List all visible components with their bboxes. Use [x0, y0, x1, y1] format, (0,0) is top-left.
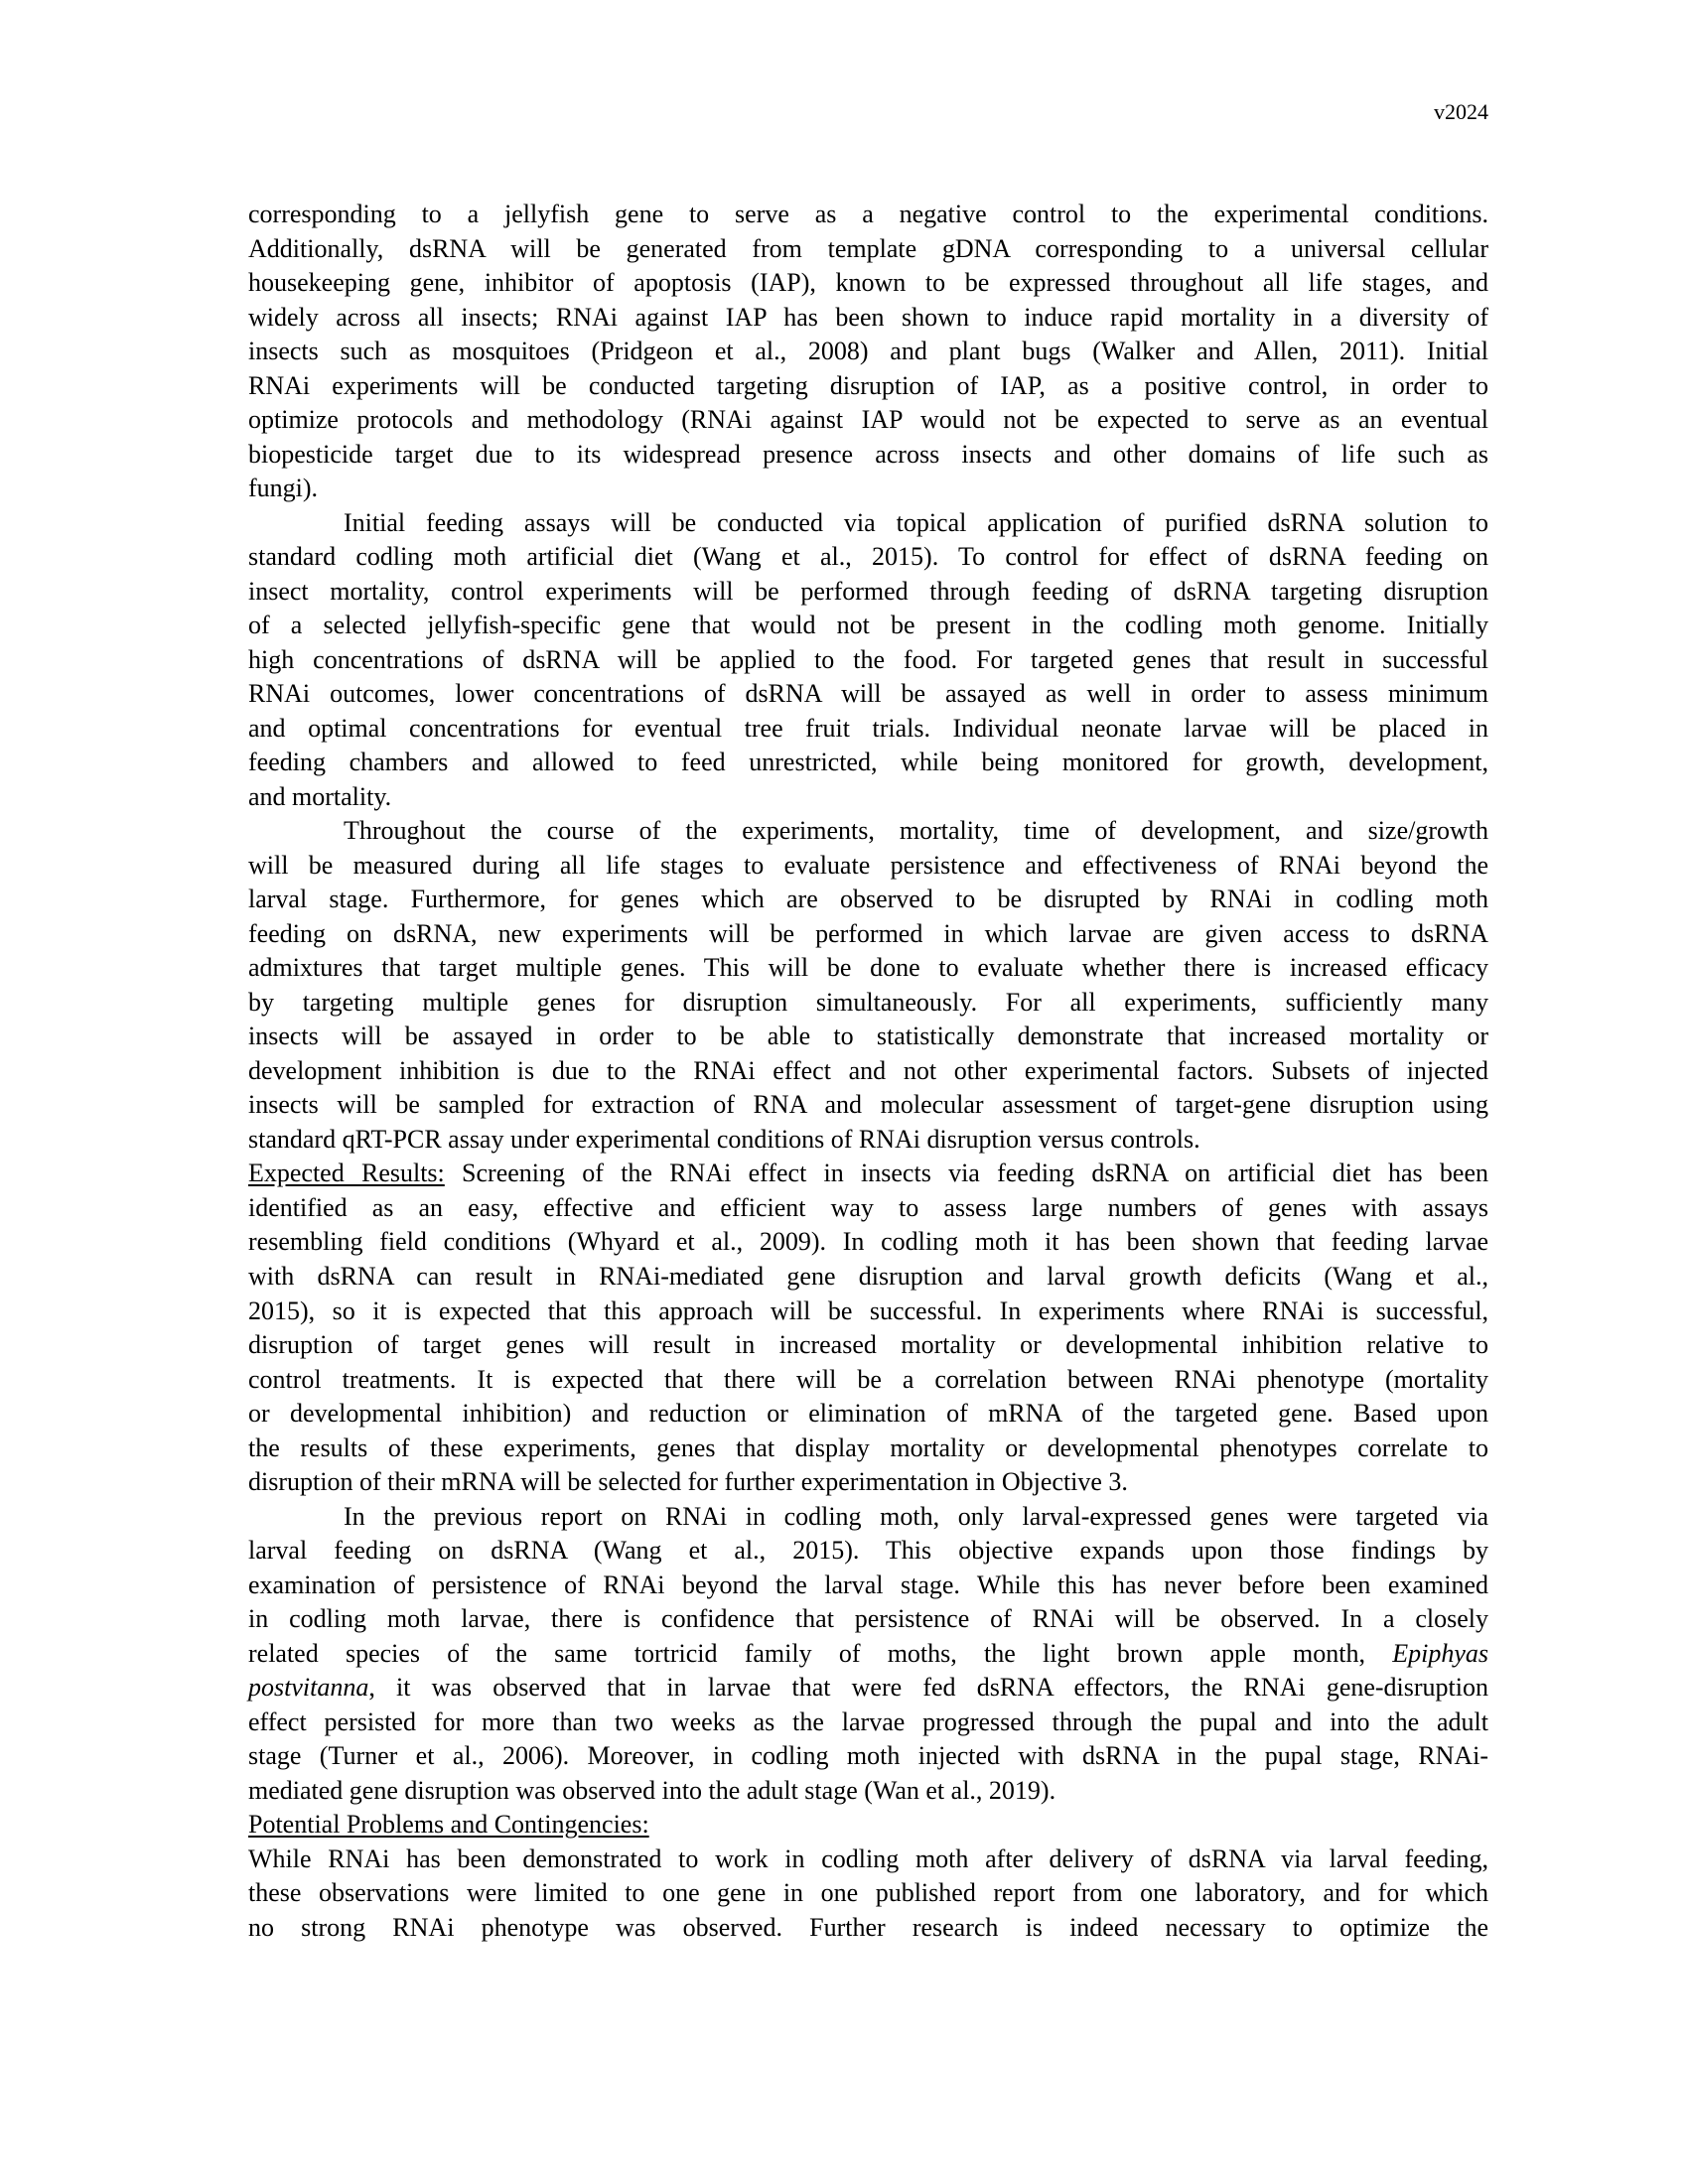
text-line: standard codling moth artificial diet (Wang et al., 2015). To control for effect of dsRNA feeding on — [248, 542, 1488, 572]
text-line: or developmental inhibition) and reduction or elimination of mRNA of the targeted gene. Based upon — [248, 1399, 1488, 1429]
text-line: mediated gene disruption was observed into the adult stage (Wan et al., 2019). — [248, 1775, 1056, 1805]
paragraph-negative-positive-controls — [248, 198, 1488, 506]
text-line: in codling moth larvae, there is confidence that persistence of RNAi will be observed. In a closely — [248, 1604, 1488, 1634]
text-line: these observations were limited to one gene in one published report from one laboratory, and for which — [248, 1878, 1488, 1908]
text-line: standard qRT-PCR assay under experimental conditions of RNAi disruption versus controls. — [248, 1124, 1200, 1154]
text-line: larval feeding on dsRNA (Wang et al., 2015). This objective expands upon those findings by — [248, 1536, 1488, 1566]
paragraph-measurements — [248, 814, 1488, 1157]
paragraph-feeding-assays — [248, 506, 1488, 815]
paragraph-contingencies — [248, 1843, 1488, 1946]
text-line: widely across all insects; RNAi against IAP has been shown to induce rapid mortality in a diversity of — [248, 302, 1488, 332]
text-line: insects such as mosquitoes (Pridgeon et al., 2008) and plant bugs (Walker and Allen, 2011). Initial — [248, 337, 1488, 366]
text-line: identified as an easy, effective and efficient way to assess large numbers of genes with assays — [248, 1192, 1488, 1222]
text-line: with dsRNA can result in RNAi-mediated gene disruption and larval growth deficits (Wang et al., — [248, 1261, 1488, 1291]
body-text — [248, 198, 1488, 1945]
paragraph-persistence — [248, 1500, 1488, 1809]
text-line: RNAi outcomes, lower concentrations of dsRNA will be assayed as well in order to assess minimum — [248, 679, 1488, 709]
text-line: corresponding to a jellyfish gene to serve as a negative control to the experimental conditions. — [248, 200, 1488, 228]
text-line: resembling field conditions (Whyard et al., 2009). In codling moth it has been shown that feeding larvae — [248, 1227, 1488, 1257]
text-line: and optimal concentrations for eventual tree fruit trials. Individual neonate larvae will be placed in — [248, 713, 1488, 743]
text-line: biopesticide target due to its widespread presence across insects and other domains of life such as — [248, 439, 1488, 469]
text-line — [248, 1671, 1488, 1706]
text-line: examination of persistence of RNAi beyond the larval stage. While this has never before been examined — [248, 1570, 1488, 1599]
text-line: feeding chambers and allowed to feed unrestricted, while being monitored for growth, development, — [248, 748, 1488, 777]
text-line: insects will be assayed in order to be able to statistically demonstrate that increased mortality or — [248, 1022, 1488, 1051]
text-line: control treatments. It is expected that there will be a correlation between RNAi phenotype (mortality — [248, 1364, 1488, 1394]
text-line: and mortality. — [248, 781, 392, 811]
text-run: Screening of the RNAi effect in insects via feeding dsRNA on artificial diet has been — [444, 1159, 1488, 1188]
text-line: effect persisted for more than two weeks as the larvae progressed through the pupal and into the adult — [248, 1706, 1488, 1736]
text-line: RNAi experiments will be conducted targeting disruption of IAP, as a positive control, in order to — [248, 370, 1488, 400]
text-line — [248, 1637, 1488, 1672]
text-line: housekeeping gene, inhibitor of apoptosis (IAP), known to be expressed throughout all life stages, and — [248, 268, 1488, 298]
text-line: insect mortality, control experiments will be performed through feeding of dsRNA targeting disruption — [248, 576, 1488, 606]
text-line: the results of these experiments, genes that display mortality or developmental phenotypes correlate to — [248, 1433, 1488, 1462]
text-line: fungi). — [248, 474, 319, 503]
text-run: , it was observed that in larvae that were fed dsRNA effectors, the RNAi gene-disruption — [368, 1673, 1488, 1703]
text-line: of a selected jellyfish-specific gene that would not be present in the codling moth genome. Initially — [248, 611, 1488, 640]
text-line: While RNAi has been demonstrated to work in codling moth after delivery of dsRNA via larval feeding, — [248, 1843, 1488, 1873]
version-label: v2024 — [1434, 99, 1488, 124]
section-heading-potential-problems: Potential Problems and Contingencies: — [248, 1810, 649, 1840]
text-run: related species of the same tortricid family of moths, the light brown apple month, — [248, 1638, 1393, 1668]
text-line: Additionally, dsRNA will be generated from template gDNA corresponding to a universal cellular — [248, 233, 1488, 263]
text-line: 2015), so it is expected that this approach will be successful. In experiments where RNAi is successful, — [248, 1296, 1488, 1325]
text-line: Throughout the course of the experiments, mortality, time of development, and size/growth — [344, 816, 1488, 846]
text-line: disruption of target genes will result in increased mortality or developmental inhibition relative to — [248, 1330, 1488, 1360]
text-line: will be measured during all life stages to evaluate persistence and effectiveness of RNAi beyond the — [248, 850, 1488, 880]
text-line: In the previous report on RNAi in codling moth, only larval-expressed genes were targeted via — [344, 1501, 1488, 1531]
section-heading-expected-results: Expected Results: — [248, 1159, 445, 1188]
text-line — [248, 1157, 1488, 1191]
species-genus: Epiphyas — [1392, 1638, 1488, 1668]
text-line: stage (Turner et al., 2006). Moreover, in codling moth injected with dsRNA in the pupal stage, RNAi- — [248, 1741, 1488, 1771]
text-line: by targeting multiple genes for disruption simultaneously. For all experiments, sufficiently many — [248, 987, 1488, 1017]
text-line: disruption of their mRNA will be selected for further experimentation in Objective 3. — [248, 1467, 1128, 1497]
text-line: no strong RNAi phenotype was observed. Further research is indeed necessary to optimize the — [248, 1912, 1488, 1942]
text-line: feeding on dsRNA, new experiments will be performed in which larvae are given access to dsRNA — [248, 918, 1488, 948]
text-line — [248, 1808, 1488, 1843]
species-epithet: postvitanna — [248, 1673, 369, 1703]
text-line: high concentrations of dsRNA will be applied to the food. For targeted genes that result in successful — [248, 644, 1488, 674]
section-expected-results — [248, 1157, 1488, 1499]
text-line: larval stage. Furthermore, for genes which are observed to be disrupted by RNAi in codling moth — [248, 885, 1488, 914]
section-potential-problems — [248, 1808, 1488, 1843]
text-line: development inhibition is due to the RNAi effect and not other experimental factors. Subsets of injected — [248, 1055, 1488, 1085]
text-line: Initial feeding assays will be conducted via topical application of purified dsRNA solution to — [344, 507, 1488, 537]
text-line: optimize protocols and methodology (RNAi against IAP would not be expected to serve as an eventual — [248, 405, 1488, 435]
text-line: insects will be sampled for extraction of RNA and molecular assessment of target-gene disruption using — [248, 1090, 1488, 1120]
text-line: admixtures that target multiple genes. This will be done to evaluate whether there is increased efficacy — [248, 953, 1488, 983]
